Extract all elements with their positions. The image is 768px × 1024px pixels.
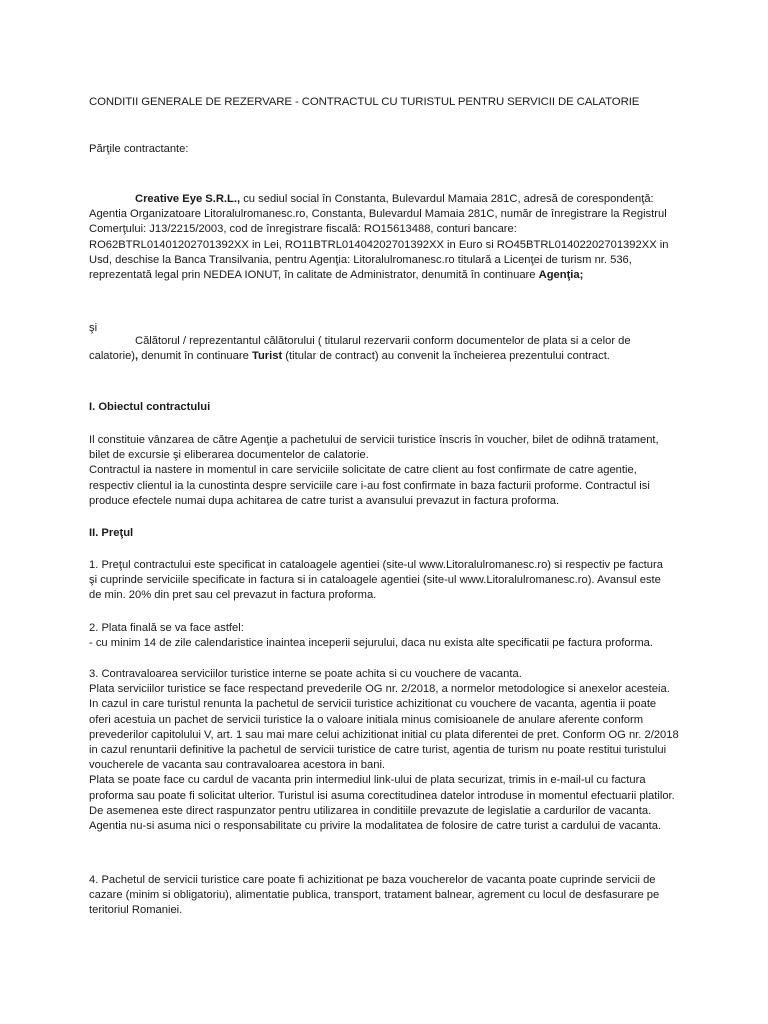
section-1-body bbox=[89, 433, 674, 509]
point-3-paragraph-1: Plata serviciilor turistice se face respectand prevederile OG nr. 2/2018, a normelor metodologice si anexelor acesteia. In cazul in care turistul renunta la pachetul de servicii turistice achizitionat cu vouchere de vacanta, agentia ii poate oferi acestuia un pachet de servicii turistice la o valoare initiala minus comisioanele de anulare aferente conform prevederilor capitolului V, art. 1 sau mai mare celui achizitionat initial cu plata diferentei de pret. Conform OG nr. 2/2018 in cazul renuntarii definitive la pachetul de servicii turistice de catre turist, agentia de turism nu poate restitui turistului voucherele de vacanta sau contravaloarea acestora in bani. bbox=[89, 683, 679, 772]
section-2-point-2 bbox=[89, 621, 689, 651]
section-2-point-3 bbox=[89, 667, 679, 834]
agency-alias: Agenţia; bbox=[538, 269, 584, 282]
point-3-title: 3. Contravaloarea serviciilor turistice interne se poate achita si cu vouchere de vacanta. bbox=[89, 668, 522, 680]
section-2-point-1: 1. Preţul contractului este specificat in cataloagele agentiei (site-ul www.Litoralulromanesc.ro) si respectiv pe factura şi cuprinde serviciile specificate in factura si in cataloagele agentiei (site-ul www.Litoralulromanesc.ro). Avansul este de min. 20% din pret sau cel prevazut in factura proforma. bbox=[89, 559, 663, 602]
section-2-point-4: 4. Pachetul de servicii turistice care poate fi achizitionat pe baza voucherelor de vacanta poate cuprinde servicii de cazare (minim si obligatoriu), alimentatie publica, transport, tratament balnear, agrement cu locul de desfasurare pe teritoriul Romaniei. bbox=[89, 874, 660, 917]
point-2-item: - cu minim 14 de zile calendaristice inaintea inceperii sejurului, daca nu exista alte specificatii pe factura proforma. bbox=[89, 637, 654, 650]
tourist-details-1: Călătorul / reprezentantul călătorului ( titularul rezervarii conform documentelor de plata si a celor de calatorie) bbox=[89, 335, 631, 363]
agency-details: cu sediul social în Constanta, Bulevardul Mamaia 281C, adresă de corespondenţă: Agentia Organizatoare Litoralulromanesc.ro, Constanta, Bulevardul Mamaia 281C, număr de înregistrare la Registrul Comerţului: J13/2215/2003, cod de înregistrare fiscală: RO15613488, conturi bancare: RO62BTRL01401202701392XX in Lei, RO11BTRL01404202701392XX in Euro si RO45BTRL01402202701392XX in Usd, deschise la Banca Transilvania, pentru Agenţia: Litoralulromanesc.ro titulară a Licenţei de turism nr. 536, reprezentată legal prin NEDEA IONUT, în calitate de Administrator, denumită în continuare bbox=[89, 193, 669, 282]
conjunction: şi bbox=[89, 322, 98, 334]
section-1-paragraph-2: Contractul ia nastere in momentul in care serviciile solicitate de catre client au fost confirmate de catre agentie, respectiv clientul ia la cunostinta despre serviciile care i-au fost confirmate in baza facturii proforme. Contractul isi produce efectele numai dupa achitarea de catre turist a avansului prevazut in factura proforma. bbox=[89, 464, 650, 507]
document-title: CONDITII GENERALE DE REZERVARE - CONTRACTUL CU TURISTUL PENTRU SERVICII DE CALATORIE bbox=[89, 96, 640, 108]
tourist-details-2: denumit în continuare bbox=[138, 350, 252, 363]
tourist-paragraph bbox=[89, 334, 669, 364]
agency-name: Creative Eye S.R.L., bbox=[135, 193, 241, 205]
section-1-paragraph-1: Il constituie vânzarea de către Agenţie a pachetului de servicii turistice înscris în voucher, bilet de odihnă tratament, bilet de excursie şi eliberarea documentelor de calatorie. bbox=[89, 434, 659, 462]
point-3-paragraph-2: Plata se poate face cu cardul de vacanta prin intermediul link-ului de plata securizat, trimis in e-mail-ul cu factura proforma sau poate fi solicitat ulterior. Turistul isi asuma corectitudinea datelor introduse in momentul efectuarii platilor. De asemenea este direct raspunzator pentru utilizarea in conditiile prevazute de legislatie a cardurilor de vacanta. Agentia nu-si asuma nici o responsabilitate cu privire la modalitatea de folosire de catre turist a cardului de vacanta. bbox=[89, 774, 675, 833]
section-1-heading: I. Obiectul contractului bbox=[89, 401, 211, 413]
tourist-alias: Turist bbox=[251, 350, 283, 363]
parties-heading: Părţile contractante: bbox=[89, 143, 189, 155]
point-2-title: 2. Plata finală se va face astfel: bbox=[89, 622, 244, 634]
agency-paragraph bbox=[89, 192, 669, 283]
section-2-heading: II. Preţul bbox=[89, 527, 134, 539]
tourist-comma: , bbox=[135, 350, 139, 363]
tourist-details-3: (titular de contract) au convenit la încheierea prezentului contract. bbox=[282, 350, 610, 363]
